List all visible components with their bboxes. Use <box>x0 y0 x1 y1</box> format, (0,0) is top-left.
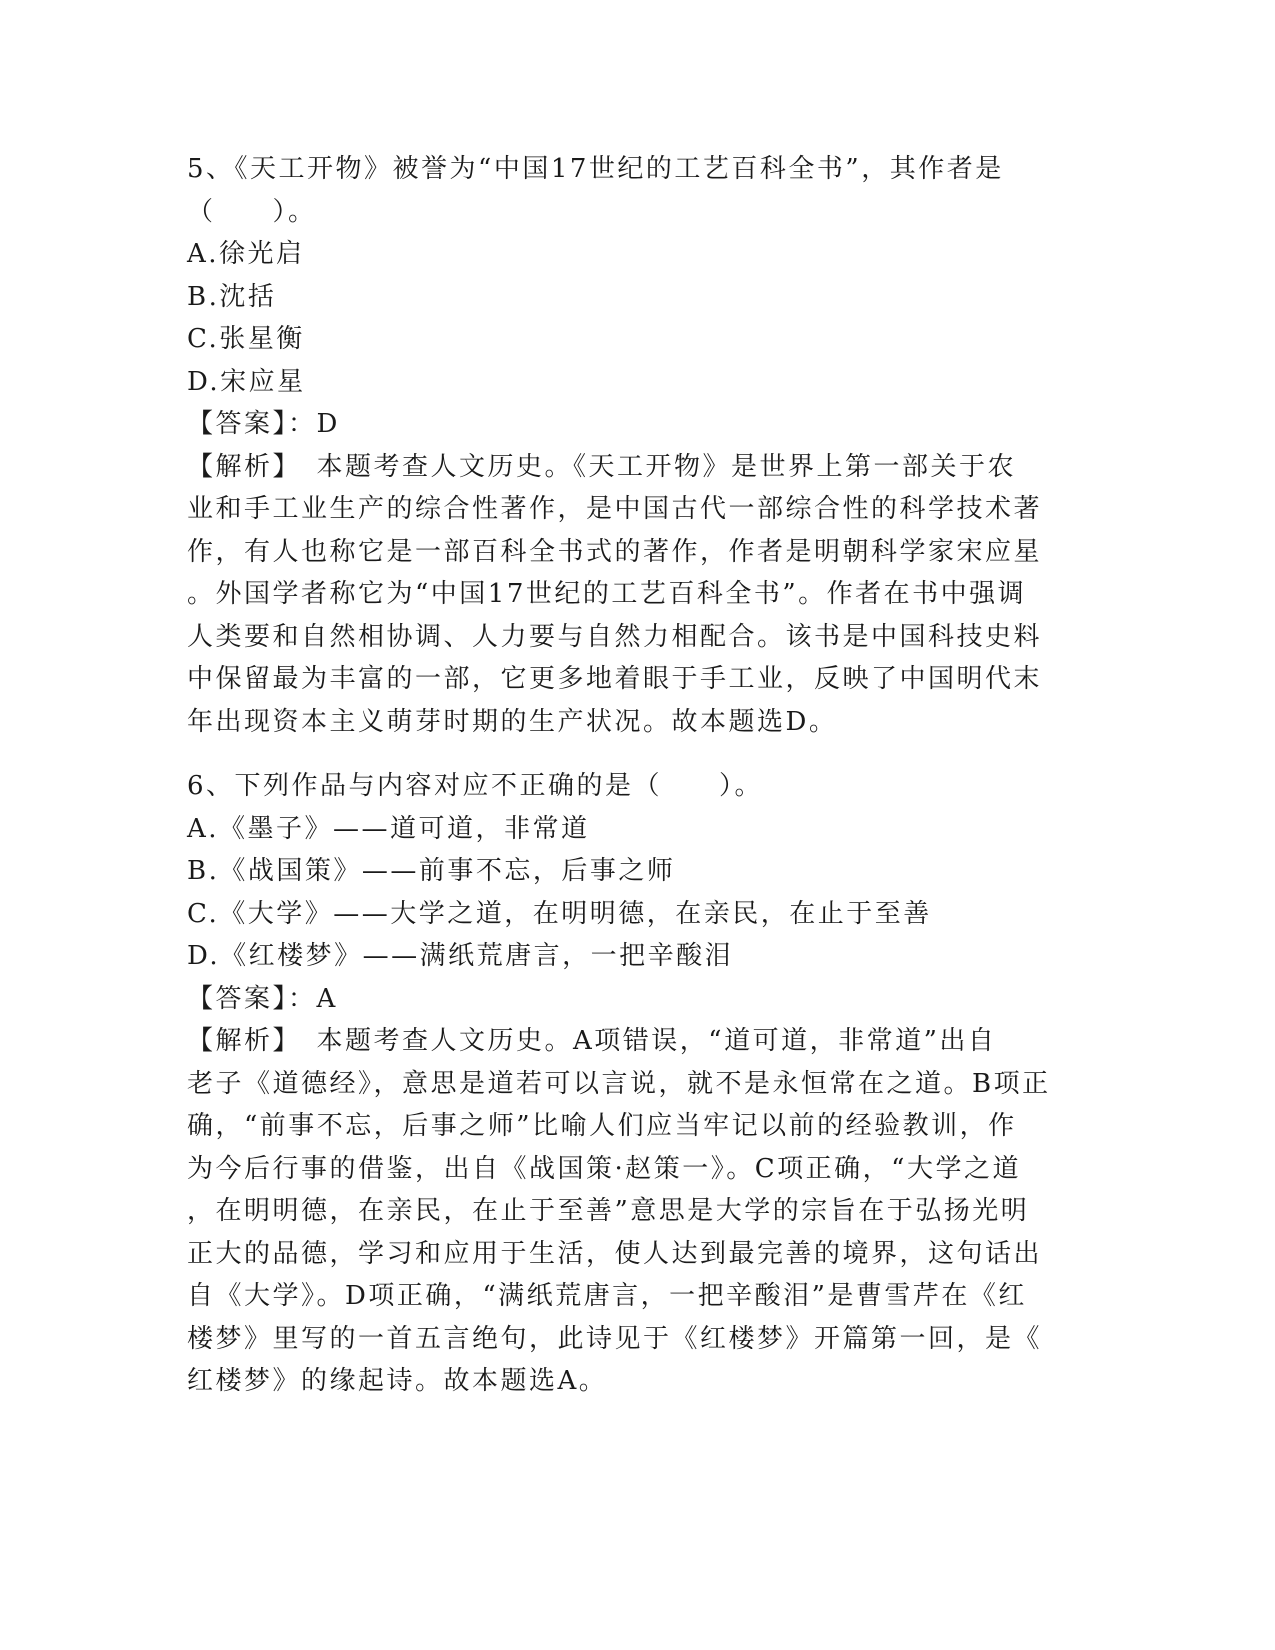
question-5-analysis-line-7: 年出现资本主义萌芽时期的生产状况。故本题选D。 <box>187 706 838 737</box>
question-6-analysis-line-2: 老子《道德经》，意思是道若可以言说，就不是永恒常在之道。B项正 <box>187 1068 1051 1099</box>
question-5 <box>187 148 1077 743</box>
question-5-option-a: A.徐光启 <box>187 239 305 269</box>
question-6-analysis-line-1: 【解析】 本题考查人文历史。A项错误，“道可道，非常道”出自 <box>187 1026 997 1056</box>
question-5-analysis-line-6: 中保留最为丰富的一部，它更多地着眼于手工业，反映了中国明代末 <box>187 664 1043 694</box>
question-5-stem-line-1: 5、《天工开物》被誉为“中国17世纪的工艺百科全书”，其作者是 <box>187 154 1004 184</box>
question-5-analysis-line-5: 人类要和自然相协调、人力要与自然力相配合。该书是中国科技史料 <box>187 621 1043 652</box>
question-6-option-b: B.《战国策》——前事不忘，后事之师 <box>187 856 676 886</box>
question-6-analysis-line-6: 正大的品德，学习和应用于生活，使人达到最完善的境界，这句话出 <box>187 1238 1043 1269</box>
question-5-analysis-line-1: 【解析】 本题考查人文历史。《天工开物》是世界上第一部关于农 <box>187 451 1017 482</box>
question-6-analysis-line-9: 红楼梦》的缘起诗。故本题选A。 <box>187 1366 608 1396</box>
question-spacer <box>187 743 1077 765</box>
question-6-analysis-line-3: 确，“前事不忘，后事之师”比喻人们应当牢记以前的经验教训，作 <box>187 1111 1017 1141</box>
question-6-option-c: C.《大学》——大学之道，在明明德，在亲民，在止于至善 <box>187 898 932 929</box>
question-5-option-b: B.沈括 <box>187 281 277 312</box>
question-6-stem-line-1: 6、下列作品与内容对应不正确的是（ ）。 <box>187 771 764 801</box>
question-5-analysis-line-2: 业和手工业生产的综合性著作，是中国古代一部综合性的科学技术著 <box>187 494 1043 524</box>
question-5-answer: 【答案】：D <box>187 409 340 439</box>
question-5-stem-line-2: （ ）。 <box>187 196 317 227</box>
question-5-option-d: D.宋应星 <box>187 366 306 397</box>
question-5-analysis-line-4: 。外国学者称它为“中国17世纪的工艺百科全书”。作者在书中强调 <box>187 579 1027 609</box>
question-6-analysis-line-5: ，在明明德，在亲民，在止于至善”意思是大学的宗旨在于弘扬光明 <box>187 1196 1030 1226</box>
question-5-option-c: C.张星衡 <box>187 324 305 354</box>
question-6-option-d: D.《红楼梦》——满纸荒唐言，一把辛酸泪 <box>187 941 734 971</box>
question-6 <box>187 765 1077 1403</box>
question-6-analysis-line-8: 楼梦》里写的一首五言绝句，此诗见于《红楼梦》开篇第一回，是《 <box>187 1323 1043 1354</box>
question-6-analysis-line-4: 为今后行事的借鉴，出自《战国策·赵策一》。C项正确，“大学之道 <box>187 1153 1021 1184</box>
question-6-option-a: A.《墨子》——道可道，非常道 <box>187 813 590 844</box>
document-content <box>187 148 1077 1403</box>
question-6-answer: 【答案】：A <box>187 983 338 1014</box>
question-6-analysis-line-7: 自《大学》。D项正确，“满纸荒唐言，一把辛酸泪”是曹雪芹在《红 <box>187 1281 1027 1311</box>
question-5-analysis-line-3: 作，有人也称它是一部百科全书式的著作，作者是明朝科学家宋应星 <box>187 536 1043 567</box>
